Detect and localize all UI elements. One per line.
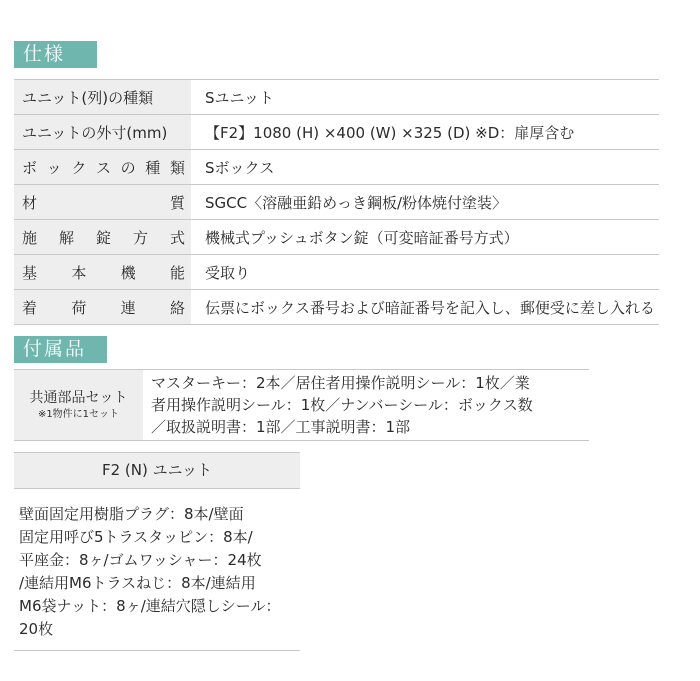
common-parts-label: 共通部品セット [29, 390, 128, 406]
spec-value: Sユニット [191, 80, 659, 115]
spec-label [14, 80, 191, 115]
spec-value: SGCC〈溶融亜鉛めっき鋼板/粉体焼付塗装〉 [191, 185, 659, 220]
common-parts-table [14, 369, 589, 441]
common-parts-value: マスターキー：2本／居住者用操作説明シール：1枚／業 者用操作説明シール：1枚／ナンバーシール：ボックス数 ／取扱説明書：1部／工事説明書：1部 [143, 370, 589, 441]
spec-row [14, 185, 659, 220]
spec-label-text: 材 質 [22, 193, 185, 212]
common-parts-sublabel: ※1物件に1セット [37, 409, 120, 420]
spec-value: 機械式プッシュボタン錠（可変暗証番号方式） [191, 220, 659, 255]
spec-label-text: 着 荷 連 絡 [22, 298, 185, 317]
spec-row [14, 290, 659, 325]
spec-label [14, 290, 191, 325]
spec-row [14, 220, 659, 255]
spec-label [14, 255, 191, 290]
spec-value: 受取り [191, 255, 659, 290]
spec-table [14, 79, 659, 325]
spec-row [14, 150, 659, 185]
spec-label [14, 220, 191, 255]
spec-label [14, 150, 191, 185]
spec-row [14, 80, 659, 115]
spec-label-text: 基 本 機 能 [22, 263, 185, 282]
common-parts-row [14, 370, 589, 441]
spec-value: 【F2】1080 (H) ×400 (W) ×325 (D) ※D：扉厚含む [191, 115, 659, 150]
unit-parts-value: 壁面固定用樹脂プラグ：8本/壁面 固定用呼び5トラスタッピン：8本/ 平座金：8ヶ/ゴムワッシャー：24枚 /連結用M6トラスねじ：8本/連結用 M6袋ナット：8ヶ/連結穴隠しシール： 20枚 [14, 488, 300, 651]
accessories-section-title: 付属品 [14, 336, 107, 363]
unit-parts-header: F2 (N) ユニット [14, 452, 300, 488]
spec-row [14, 115, 659, 150]
spec-label [14, 115, 191, 150]
spec-section-title: 仕様 [14, 41, 97, 68]
spec-row [14, 255, 659, 290]
spec-value: Sボックス [191, 150, 659, 185]
spec-label [14, 185, 191, 220]
spec-label-text: 施 解 錠 方 式 [22, 228, 185, 247]
spec-label-text: ユニットの外寸(mm) [22, 123, 168, 142]
spec-label-text: ボ ッ ク ス の 種 類 [22, 158, 185, 177]
common-parts-label-cell [14, 370, 143, 441]
unit-parts-block [14, 452, 300, 651]
spec-value: 伝票にボックス番号および暗証番号を記入し、郵便受に差し入れる [191, 290, 659, 325]
spec-label-text: ユニット(列)の種類 [22, 88, 154, 107]
